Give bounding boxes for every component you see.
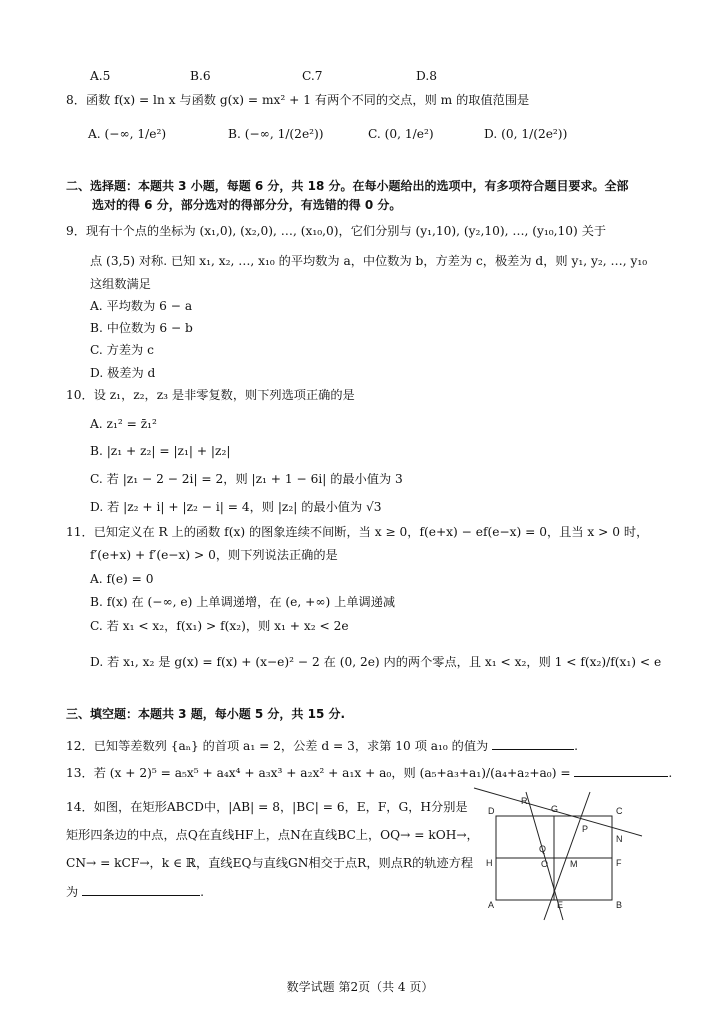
q7-option-a: A.5 — [90, 69, 111, 83]
q13-answer-blank[interactable] — [574, 762, 668, 777]
label-g: G — [551, 804, 559, 814]
q9-option-c: C. 方差为 c — [90, 343, 154, 357]
q9-option-b: B. 中位数为 6 − b — [90, 321, 193, 335]
q9-line2: 点 (3,5) 对称. 已知 x₁, x₂, …, x₁₀ 的平均数为 a，中位数为 b，方差为 c，极差为 d，则 y₁, y₂, …, y₁₀ — [90, 254, 648, 268]
q8-option-b: B. (−∞, 1/(2e²)) — [228, 127, 324, 141]
q11-option-a: A. f(e) = 0 — [90, 572, 154, 586]
q14-answer-blank[interactable] — [82, 881, 200, 896]
label-p: P — [582, 824, 589, 834]
q12-line: 12．已知等差数列 {aₙ} 的首项 a₁ = 2，公差 d = 3，求第 10 项 a₁₀ 的值为 . — [66, 735, 578, 756]
q14-line4-text: 为 — [66, 885, 79, 899]
q11-option-c: C. 若 x₁ < x₂，f(x₁) > f(x₂)，则 x₁ + x₂ < 2e — [90, 619, 349, 633]
section2-heading: 二、选择题：本题共 3 小题，每题 6 分，共 18 分。在每小题给出的选项中，有多项符合题目要求。全部 — [66, 179, 629, 193]
q13-line: 13．若 (x + 2)⁵ = a₅x⁵ + a₄x⁴ + a₃x³ + a₂x² + a₁x + a₀，则 (a₅+a₃+a₁)/(a₄+a₂+a₀) = . — [66, 762, 672, 783]
section2-heading-cont: 选对的得 6 分，部分选对的得部分分，有选错的得 0 分。 — [92, 198, 402, 212]
label-c: C — [616, 806, 623, 816]
q7-option-d: D.8 — [416, 69, 437, 83]
q10-stem: 10．设 z₁，z₂，z₃ 是非零复数，则下列选项正确的是 — [66, 388, 355, 402]
q9-line1: 9．现有十个点的坐标为 (x₁,0), (x₂,0), …, (x₁₀,0)，它们分别与 (y₁,10), (y₂,10), …, (y₁₀,10) 关于 — [66, 224, 607, 238]
q11-option-d: D. 若 x₁, x₂ 是 g(x) = f(x) + (x−e)² − 2 在 (0, 2e) 内的两个零点，且 x₁ < x₂，则 1 < f(x₂)/f(x₁) < e — [90, 655, 662, 669]
q14-line1: 14．如图，在矩形ABCD中，|AB| = 8，|BC| = 6，E，F，G，H分别是 — [66, 800, 468, 814]
label-r: R — [521, 796, 528, 806]
q8-stem: 8．函数 f(x) = ln x 与函数 g(x) = mx² + 1 有两个不同的交点，则 m 的取值范围是 — [66, 93, 530, 107]
label-h: H — [486, 858, 493, 868]
q7-option-b: B.6 — [190, 69, 211, 83]
q12-text: 12．已知等差数列 {aₙ} 的首项 a₁ = 2，公差 d = 3，求第 10 项 a₁₀ 的值为 — [66, 739, 489, 753]
label-b: B — [616, 900, 623, 910]
q13-text: 13．若 (x + 2)⁵ = a₅x⁵ + a₄x⁴ + a₃x³ + a₂x² + a₁x + a₀，则 (a₅+a₃+a₁)/(a₄+a₂+a₀) = — [66, 766, 571, 780]
label-m: M — [570, 859, 578, 869]
page-footer: 数学试题 第2页（共 4 页） — [286, 980, 434, 994]
q9-option-d: D. 极差为 d — [90, 366, 156, 380]
q12-answer-blank[interactable] — [492, 735, 574, 750]
q14-line3: CN→ = kCF→，k ∈ ℝ，直线EQ与直线GN相交于点R，则点R的轨迹方程 — [66, 856, 474, 870]
q11-line2: f′(e+x) + f′(e−x) > 0，则下列说法正确的是 — [90, 548, 338, 562]
q11-line1: 11．已知定义在 R 上的函数 f(x) 的图象连续不间断，当 x ≥ 0，f(e+x) − ef(e−x) = 0，且当 x > 0 时， — [66, 525, 649, 539]
label-f: F — [616, 858, 622, 868]
section3-heading: 三、填空题：本题共 3 题，每小题 5 分，共 15 分. — [66, 707, 346, 721]
label-o: O — [541, 859, 549, 869]
q8-option-c: C. (0, 1/e²) — [368, 127, 434, 141]
q8-option-d: D. (0, 1/(2e²)) — [484, 127, 568, 141]
q11-option-b: B. f(x) 在 (−∞, e) 上单调递增，在 (e, +∞) 上单调递减 — [90, 595, 396, 609]
label-d: D — [488, 806, 495, 816]
q10-option-b: B. |z₁ + z₂| = |z₁| + |z₂| — [90, 444, 231, 458]
label-e: E — [557, 900, 564, 910]
q8-option-a: A. (−∞, 1/e²) — [88, 127, 167, 141]
q14-line2: 矩形四条边的中点，点Q在直线HF上，点N在直线BC上，OQ→ = kOH→， — [66, 828, 479, 842]
q14-line4: 为 . — [66, 881, 204, 902]
label-n: N — [616, 834, 623, 844]
q9-line3: 这组数满足 — [90, 277, 151, 291]
q10-option-c: C. 若 |z₁ − 2 − 2i| = 2，则 |z₁ + 1 − 6i| 的最小值为 3 — [90, 472, 403, 486]
q14-figure — [466, 784, 646, 924]
q10-option-d: D. 若 |z₂ + i| + |z₂ − i| = 4，则 |z₂| 的最小值为 √3 — [90, 500, 382, 514]
label-a: A — [488, 900, 495, 910]
q9-option-a: A. 平均数为 6 − a — [90, 299, 193, 313]
q7-option-c: C.7 — [302, 69, 323, 83]
q10-option-a: A. z₁² = z̄₁² — [90, 417, 157, 431]
label-q: Q — [539, 844, 547, 854]
